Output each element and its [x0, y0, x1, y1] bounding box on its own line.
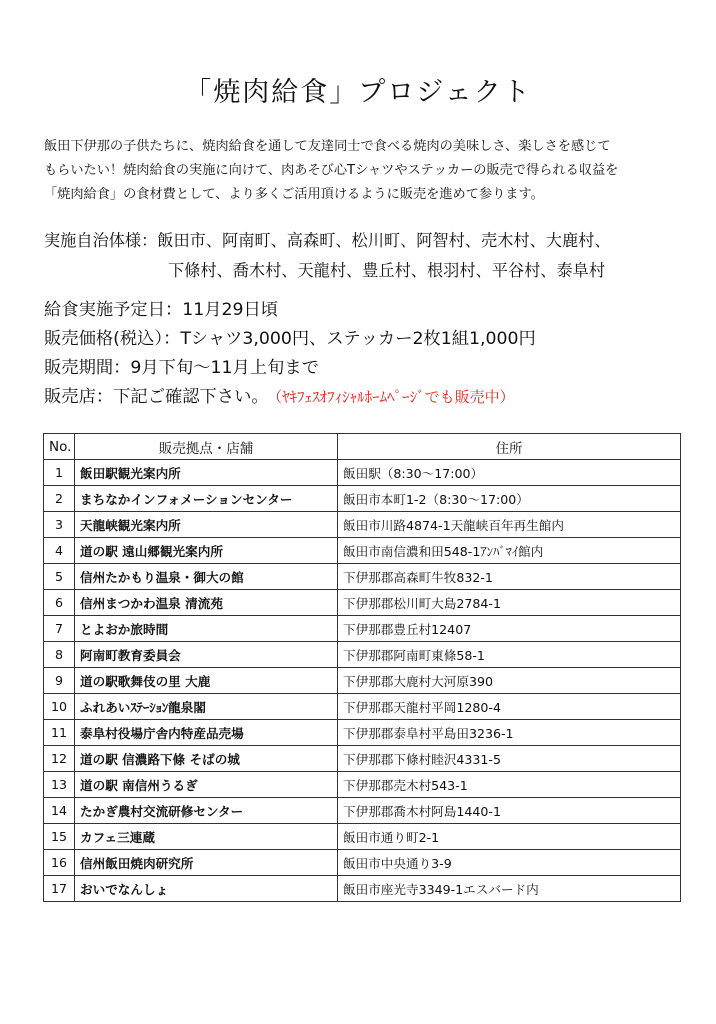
table-row [44, 850, 681, 876]
store-name: 信州飯田焼肉研究所 [75, 850, 338, 876]
store-name: 道の駅歌舞伎の里 大鹿 [75, 668, 338, 694]
table-row [44, 460, 681, 486]
intro-paragraph [44, 135, 684, 207]
store-address: 飯田市川路4874-1天龍峡百年再生館内 [338, 512, 681, 538]
table-row [44, 668, 681, 694]
municipalities-row-1: 実施自治体様：飯田市、阿南町、高森町、松川町、阿智村、売木村、大鹿村、 [44, 231, 611, 250]
store-address: 飯田市座光寺3349-1エスバード内 [338, 876, 681, 902]
page-title: 「焼肉給食」プロジェクト [184, 77, 532, 108]
store-address: 下伊那郡下條村睦沢4331-5 [338, 746, 681, 772]
store-number: 2 [44, 486, 75, 512]
table-row [44, 538, 681, 564]
table-row [44, 564, 681, 590]
store-number: 14 [44, 798, 75, 824]
store-name: とよおか旅時間 [75, 616, 338, 642]
intro-line: 飯田下伊那の子供たちに、焼肉給食を通して友達同士で食べる焼肉の美味しさ、楽しさを感じて [44, 139, 611, 154]
store-name: ふれあいｽﾃｰｼｮﾝ龍泉閣 [75, 694, 338, 720]
table-row [44, 694, 681, 720]
municipalities-list [44, 226, 694, 286]
store-name: 道の駅 南信州うるぎ [75, 772, 338, 798]
table-row [44, 616, 681, 642]
store-number: 17 [44, 876, 75, 902]
store-name: たかぎ農村交流研修センター [75, 798, 338, 824]
store-number: 1 [44, 460, 75, 486]
store-address: 下伊那郡泰阜村平島田3236-1 [338, 720, 681, 746]
store-number: 3 [44, 512, 75, 538]
store-number: 11 [44, 720, 75, 746]
store-number: 6 [44, 590, 75, 616]
table-row [44, 876, 681, 902]
store-address: 下伊那郡売木村543-1 [338, 772, 681, 798]
online-sales-note: （ﾔｷﾌｪｽｵﾌｨｼｬﾙﾎｰﾑﾍﾟｰｼﾞでも販売中） [274, 388, 515, 406]
store-number: 15 [44, 824, 75, 850]
store-address: 下伊那郡松川町大島2784-1 [338, 590, 681, 616]
sales-shop-line [44, 383, 704, 412]
store-name: 信州たかもり温泉・御大の館 [75, 564, 338, 590]
sales-period: 販売期間：9月下旬～11月上旬まで [44, 358, 319, 378]
intro-line: 「焼肉給食」の食材費として、より多くご活用頂けるように販売を進めて参ります。 [44, 187, 544, 202]
store-address: 飯田市本町1-2（8:30～17:00） [338, 486, 681, 512]
store-number: 7 [44, 616, 75, 642]
store-number: 9 [44, 668, 75, 694]
table-row [44, 746, 681, 772]
table-row [44, 772, 681, 798]
school-lunch-date: 給食実施予定日：11月29日頃 [44, 300, 279, 320]
store-name: 信州まつかわ温泉 清流苑 [75, 590, 338, 616]
table-row [44, 512, 681, 538]
store-number: 4 [44, 538, 75, 564]
store-address: 飯田駅（8:30～17:00） [338, 460, 681, 486]
store-address: 下伊那郡豊丘村12407 [338, 616, 681, 642]
store-number: 12 [44, 746, 75, 772]
sales-shop: 販売店：下記ご確認下さい。 [44, 387, 269, 407]
municipalities-row-2: 下條村、喬木村、天龍村、豊丘村、根羽村、平谷村、泰阜村 [168, 261, 606, 280]
store-address: 飯田市南信濃和田548-1ｱﾝﾊﾞﾏｲ館内 [338, 538, 681, 564]
table-row [44, 590, 681, 616]
sales-price: 販売価格(税込）：Tシャツ3,000円、ステッカー2枚1組1,000円 [44, 329, 536, 349]
table-row [44, 798, 681, 824]
store-number: 5 [44, 564, 75, 590]
store-name: 道の駅 信濃路下條 そばの城 [75, 746, 338, 772]
header-no: No. [44, 434, 75, 460]
store-address: 下伊那郡喬木村阿島1440-1 [338, 798, 681, 824]
store-address: 下伊那郡高森町牛牧832-1 [338, 564, 681, 590]
store-name: まちなかインフォメーションセンター [75, 486, 338, 512]
store-address: 下伊那郡阿南町東條58-1 [338, 642, 681, 668]
store-address: 飯田市中央通り3-9 [338, 850, 681, 876]
store-address: 下伊那郡大鹿村大河原390 [338, 668, 681, 694]
table-row [44, 720, 681, 746]
store-name: 阿南町教育委員会 [75, 642, 338, 668]
store-address: 下伊那郡天龍村平岡1280-4 [338, 694, 681, 720]
store-address: 飯田市通り町2-1 [338, 824, 681, 850]
stores-table-body [44, 460, 681, 902]
store-number: 13 [44, 772, 75, 798]
intro-line: もらいたい！焼肉給食の実施に向けて、肉あそび心Tシャツやステッカーの販売で得られる収益を [44, 163, 619, 178]
store-number: 16 [44, 850, 75, 876]
header-address: 住所 [338, 434, 681, 460]
store-name: 飯田駅観光案内所 [75, 460, 338, 486]
store-name: 泰阜村役場庁舎内特産品売場 [75, 720, 338, 746]
table-row [44, 486, 681, 512]
store-number: 10 [44, 694, 75, 720]
store-name: 道の駅 遠山郷観光案内所 [75, 538, 338, 564]
table-header-row [44, 434, 681, 460]
stores-table [43, 433, 681, 902]
store-number: 8 [44, 642, 75, 668]
store-name: カフェ三連蔵 [75, 824, 338, 850]
table-row [44, 642, 681, 668]
header-store-name: 販売拠点・店舗 [75, 434, 338, 460]
store-name: 天龍峡観光案内所 [75, 512, 338, 538]
store-name: おいでなんしょ [75, 876, 338, 902]
sales-info [44, 296, 704, 412]
table-row [44, 824, 681, 850]
